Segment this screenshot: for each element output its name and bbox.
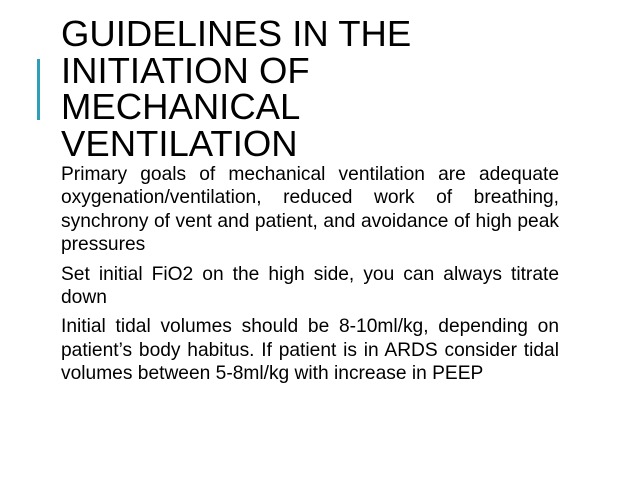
title-line-4: VENTILATION: [61, 122, 298, 164]
title-line-3: MECHANICAL: [61, 86, 301, 127]
accent-bar: [37, 59, 40, 120]
paragraph-primary-goals: Primary goals of mechanical ventilation are adequate oxygenation/ventilation, reduced work of breathing, synchrony of vent and patient, and avoidance of high peak pressures: [61, 164, 559, 256]
slide-title: [61, 13, 412, 164]
paragraph-fio2: Set initial FiO2 on the high side, you can always titrate down: [61, 263, 559, 309]
paragraph-tidal-volumes: Initial tidal volumes should be 8-10ml/kg, depending on patient’s body habitus. If patient is in ARDS consider tidal volumes between 5-8ml/kg with increase in PEEP: [61, 316, 559, 385]
title-line-2: INITIATION OF: [61, 49, 310, 91]
title-line-1: GUIDELINES IN THE: [61, 13, 412, 54]
slide-body: [61, 163, 559, 392]
